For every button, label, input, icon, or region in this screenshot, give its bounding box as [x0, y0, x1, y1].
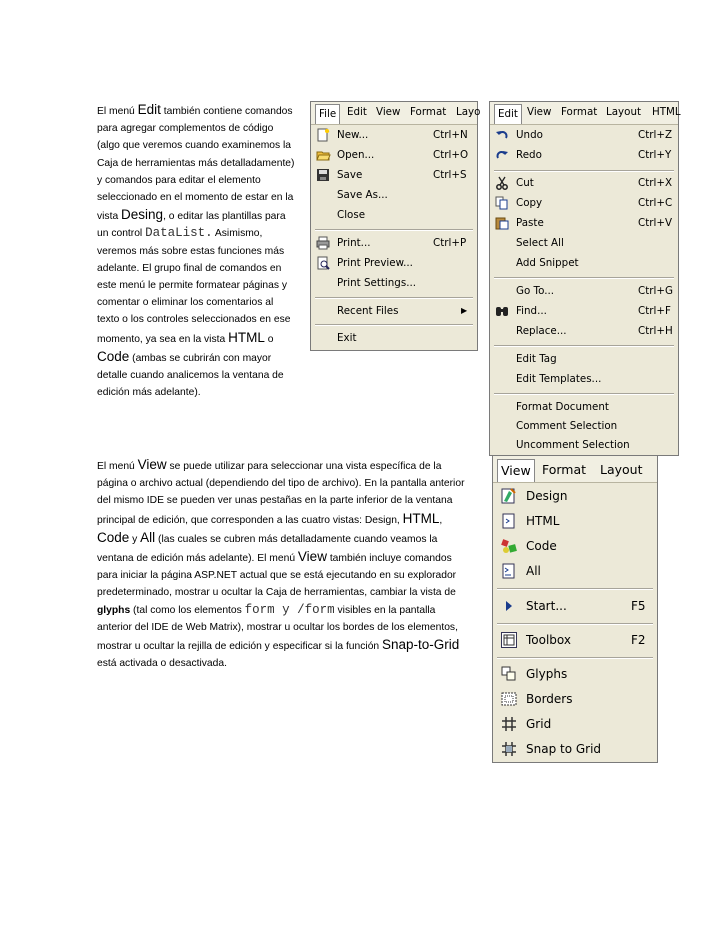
menu-separator: [494, 345, 674, 347]
menu-item-cut[interactable]: Cut Ctrl+X: [490, 174, 678, 192]
menu-item-snap-to-grid[interactable]: Snap to Grid: [493, 737, 657, 761]
menubar-format[interactable]: Format: [542, 462, 587, 477]
menu-item-format-document[interactable]: Format Document: [516, 401, 609, 413]
menubar-edit[interactable]: Edit: [494, 104, 522, 124]
menubar-file[interactable]: File: [315, 104, 340, 124]
menubar-view[interactable]: View: [497, 459, 535, 482]
menu-item-undo[interactable]: Undo Ctrl+Z: [490, 126, 678, 144]
menubar-layout[interactable]: Layout: [606, 106, 642, 118]
open-folder-icon: [316, 148, 330, 162]
menu-item-edit-templates[interactable]: Edit Templates...: [516, 373, 602, 385]
paragraph-view-menu: El menú View se puede utilizar para seleccionar una vista específica de la página o archivo actual (dependiendo del tipo de archivo). En la pantalla anterior del mismo IDE se pueden ver unas pestañas en la parte inferior de la ventana principal de edición, que corresponden a las cuatro vistas: Design, HTML, Code y All (las cuales se cubren más detalladamente cuando veamos la ventana de edición más adelante). El menú View también incluye comandos para iniciar la página ASP.NET actual que se está ejecutando en su explorador predeterminado, mostrar u ocultar la Caja de herramientas, cambiar la vista de glyphs (tal como los elementos form y /form visibles en la pantalla anterior del IDE de Web Matrix), mostrar u ocultar los bordes de los elementos, mostrar u ocultar la rejilla de edición y especificar si la función Snap-to-Grid está activada o desactivada.: [97, 457, 465, 670]
menubar-format[interactable]: Format: [561, 106, 598, 118]
menu-separator: [497, 623, 653, 625]
undo-icon: [495, 128, 509, 142]
menubar-layout[interactable]: Layout: [600, 462, 643, 477]
menu-separator: [494, 393, 674, 395]
menu-separator: [315, 297, 473, 299]
redo-icon: [495, 148, 509, 162]
menu-item-print-settings[interactable]: Print Settings...: [337, 277, 417, 289]
menubar-format[interactable]: Format: [410, 106, 447, 118]
menu-item-edit-tag[interactable]: Edit Tag: [516, 353, 557, 365]
code-icon: [501, 538, 517, 554]
menu-separator: [497, 657, 653, 659]
borders-icon: [501, 691, 517, 707]
menu-separator: [494, 170, 674, 172]
menu-item-html[interactable]: HTML: [493, 509, 657, 533]
menubar-layout[interactable]: Layo: [456, 106, 481, 118]
copy-icon: [495, 196, 509, 210]
new-file-icon: [316, 128, 330, 142]
file-menu-screenshot: [310, 101, 481, 351]
binoculars-icon: [495, 304, 509, 318]
menu-item-design[interactable]: Design: [493, 484, 657, 508]
edit-menubar: [490, 102, 681, 125]
html-page-icon: [501, 513, 517, 529]
menu-item-uncomment-selection[interactable]: Uncomment Selection: [516, 439, 630, 451]
menu-item-find[interactable]: Find... Ctrl+F: [490, 302, 678, 320]
menu-separator: [497, 588, 653, 590]
menu-item-glyphs[interactable]: Glyphs: [493, 662, 657, 686]
toolbox-icon: [501, 632, 517, 648]
view-menu-screenshot: [492, 455, 658, 763]
print-preview-icon: [316, 256, 330, 270]
menu-item-new[interactable]: New... Ctrl+N: [311, 126, 477, 144]
edit-menu-screenshot: [489, 101, 679, 456]
glyphs-icon: [501, 666, 517, 682]
paragraph-edit-menu: El menú Edit también contiene comandos para agregar complementos de código (algo que veremos cuando examinemos la Caja de herramientas más detalladamente) y comandos para editar el elemento seleccionado en el momento de estar en la vista Desing, o editar las plantillas para un control DataList. Asimismo, veremos más sobre estas funciones más adelante. El grupo final de comandos en este menú le permite formatear páginas y comentar o eliminar los comentarios al texto o los controles seleccionados en ese momento, ya sea en la vista HTML o Code (ambas se cubrirán con mayor detalle cuando analicemos la ventana de edición más adelante).: [97, 102, 295, 399]
menu-item-copy[interactable]: Copy Ctrl+C: [490, 194, 678, 212]
menu-item-toolbox[interactable]: Toolbox F2: [493, 628, 657, 652]
menu-item-redo[interactable]: Redo Ctrl+Y: [490, 146, 678, 164]
design-icon: [501, 488, 517, 504]
menu-item-print[interactable]: Print... Ctrl+P: [311, 234, 477, 252]
menu-item-go-to[interactable]: Go To... Ctrl+G: [516, 285, 673, 297]
menu-item-add-snippet[interactable]: Add Snippet: [516, 257, 579, 269]
menu-item-recent-files[interactable]: Recent Files ▶: [337, 305, 468, 317]
start-arrow-icon: [501, 598, 517, 614]
menu-item-close[interactable]: Close: [337, 209, 366, 221]
view-menubar: [493, 456, 657, 483]
all-page-icon: [501, 563, 517, 579]
menu-separator: [315, 324, 473, 326]
save-disk-icon: [316, 168, 330, 182]
snap-grid-icon: [501, 741, 517, 757]
menu-item-open[interactable]: Open... Ctrl+O: [311, 146, 477, 164]
file-menubar: [311, 102, 481, 125]
paste-icon: [495, 216, 509, 230]
menu-item-all[interactable]: All: [493, 559, 657, 583]
scissors-icon: [495, 176, 509, 190]
menu-item-borders[interactable]: Borders: [493, 687, 657, 711]
menubar-view[interactable]: View: [527, 106, 552, 118]
submenu-arrow-icon: ▶: [461, 306, 468, 315]
menu-item-grid[interactable]: Grid: [493, 712, 657, 736]
grid-icon: [501, 716, 517, 732]
menubar-html[interactable]: HTML: [652, 106, 681, 118]
menu-item-print-preview[interactable]: Print Preview...: [311, 254, 477, 272]
menubar-edit[interactable]: Edit: [347, 106, 367, 118]
menu-separator: [315, 229, 473, 231]
menu-item-select-all[interactable]: Select All: [516, 237, 564, 249]
menu-item-save[interactable]: Save Ctrl+S: [311, 166, 477, 184]
menu-item-paste[interactable]: Paste Ctrl+V: [490, 214, 678, 232]
menu-item-comment-selection[interactable]: Comment Selection: [516, 420, 618, 432]
printer-icon: [316, 236, 330, 250]
menu-separator: [494, 277, 674, 279]
menu-item-exit[interactable]: Exit: [337, 332, 357, 344]
menu-item-code[interactable]: Code: [493, 534, 657, 558]
menubar-view[interactable]: View: [376, 106, 401, 118]
menu-item-replace[interactable]: Replace... Ctrl+H: [516, 325, 673, 337]
menu-item-save-as[interactable]: Save As...: [337, 189, 388, 201]
menu-item-start[interactable]: Start... F5: [493, 594, 657, 618]
